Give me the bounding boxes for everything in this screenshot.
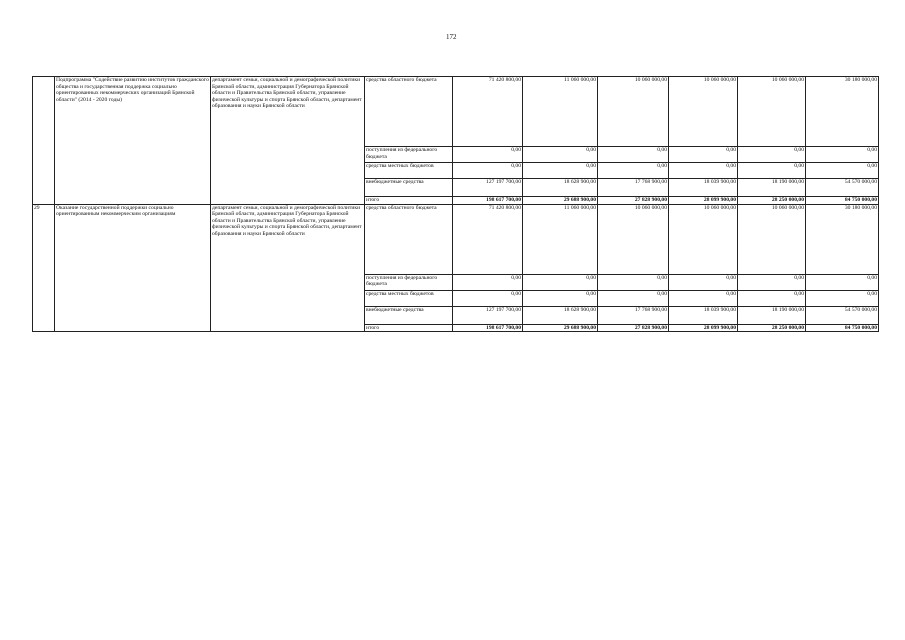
total-cell: 29 688 900,00: [523, 197, 598, 205]
program-name: Оказание государственной поддержки социально ориентированным некоммерческим организациям: [55, 204, 211, 332]
total-cell: 198 617 700,00: [453, 197, 523, 205]
amount-cell: 0,00: [669, 290, 738, 306]
amount-cell: 0,00: [598, 163, 669, 179]
amount-cell: 0,00: [738, 274, 806, 290]
amount-cell: 0,00: [453, 163, 523, 179]
amount-cell: 0,00: [453, 147, 523, 163]
page-number: 172: [446, 33, 457, 41]
funding-source: средства местных бюджетов: [365, 163, 453, 179]
amount-cell: 0,00: [523, 290, 598, 306]
total-cell: 198 617 700,00: [453, 324, 523, 332]
amount-cell: 0,00: [598, 274, 669, 290]
total-cell: 84 750 000,00: [806, 197, 879, 205]
funding-source: средства областного бюджета: [365, 204, 453, 274]
funding-source: средства областного бюджета: [365, 77, 453, 147]
amount-cell: 18 190 000,00: [738, 306, 806, 324]
amount-cell: 30 180 000,00: [806, 204, 879, 274]
amount-cell: 0,00: [738, 147, 806, 163]
amount-cell: 0,00: [806, 163, 879, 179]
funding-source: поступления из федерального бюджета: [365, 274, 453, 290]
amount-cell: 10 060 000,00: [669, 204, 738, 274]
amount-cell: 54 570 000,00: [806, 306, 879, 324]
amount-cell: 0,00: [523, 274, 598, 290]
amount-cell: 0,00: [598, 290, 669, 306]
amount-cell: 71 420 800,00: [453, 204, 523, 274]
budget-table: [32, 76, 879, 332]
total-cell: 28 099 900,00: [669, 324, 738, 332]
amount-cell: 0,00: [453, 290, 523, 306]
funding-source: итого: [365, 197, 453, 205]
amount-cell: 30 180 000,00: [806, 77, 879, 147]
funding-source: внебюджетные средства: [365, 306, 453, 324]
executors: департамент семьи, социальной и демографической политики Брянской области, администрация Губернатора Брянской области и Правительства Брянской области, управление физической культуры и спорта Брянской области, департамент образования и науки Брянской области: [211, 77, 365, 205]
total-cell: 27 828 900,00: [598, 197, 669, 205]
amount-cell: 10 060 000,00: [738, 204, 806, 274]
funding-source: средства местных бюджетов: [365, 290, 453, 306]
amount-cell: 10 060 000,00: [738, 77, 806, 147]
amount-cell: 0,00: [806, 147, 879, 163]
amount-cell: 18 190 000,00: [738, 179, 806, 197]
funding-source: поступления из федерального бюджета: [365, 147, 453, 163]
amount-cell: 0,00: [453, 274, 523, 290]
amount-cell: 10 060 000,00: [669, 77, 738, 147]
total-cell: 84 750 000,00: [806, 324, 879, 332]
total-cell: 28 250 000,00: [738, 197, 806, 205]
amount-cell: 0,00: [669, 147, 738, 163]
amount-cell: 17 768 900,00: [598, 179, 669, 197]
amount-cell: 11 060 000,00: [523, 204, 598, 274]
total-cell: 28 250 000,00: [738, 324, 806, 332]
executors: департамент семьи, социальной и демографической политики Брянской области, администрация Губернатора Брянской области и Правительства Брянской области, управление физической культуры и спорта Брянской области, департамент образования и науки Брянской области: [211, 204, 365, 332]
amount-cell: 11 060 000,00: [523, 77, 598, 147]
amount-cell: 0,00: [523, 163, 598, 179]
total-cell: 29 688 900,00: [523, 324, 598, 332]
row-number: 29: [33, 204, 55, 332]
table-row: [33, 204, 879, 274]
amount-cell: 18 039 900,00: [669, 306, 738, 324]
amount-cell: 0,00: [738, 290, 806, 306]
amount-cell: 0,00: [598, 147, 669, 163]
total-cell: 27 828 900,00: [598, 324, 669, 332]
amount-cell: 0,00: [669, 274, 738, 290]
total-cell: 28 099 900,00: [669, 197, 738, 205]
funding-source: итого: [365, 324, 453, 332]
program-name: Подпрограмма "Содействие развитию институтов гражданского общества и государственная поддержка социально ориентированных некоммерческих организаций Брянской области" (2014 - 2020 годы): [55, 77, 211, 205]
amount-cell: 127 197 700,00: [453, 306, 523, 324]
amount-cell: 10 060 000,00: [598, 77, 669, 147]
amount-cell: 17 768 900,00: [598, 306, 669, 324]
amount-cell: 10 060 000,00: [598, 204, 669, 274]
amount-cell: 0,00: [806, 274, 879, 290]
table-row: [33, 77, 879, 147]
amount-cell: 0,00: [669, 163, 738, 179]
amount-cell: 0,00: [523, 147, 598, 163]
row-number: [33, 77, 55, 205]
amount-cell: 18 039 900,00: [669, 179, 738, 197]
amount-cell: 127 197 700,00: [453, 179, 523, 197]
amount-cell: 0,00: [738, 163, 806, 179]
funding-source: внебюджетные средства: [365, 179, 453, 197]
amount-cell: 0,00: [806, 290, 879, 306]
amount-cell: 54 570 000,00: [806, 179, 879, 197]
amount-cell: 71 420 800,00: [453, 77, 523, 147]
amount-cell: 18 628 900,00: [523, 306, 598, 324]
amount-cell: 18 628 900,00: [523, 179, 598, 197]
